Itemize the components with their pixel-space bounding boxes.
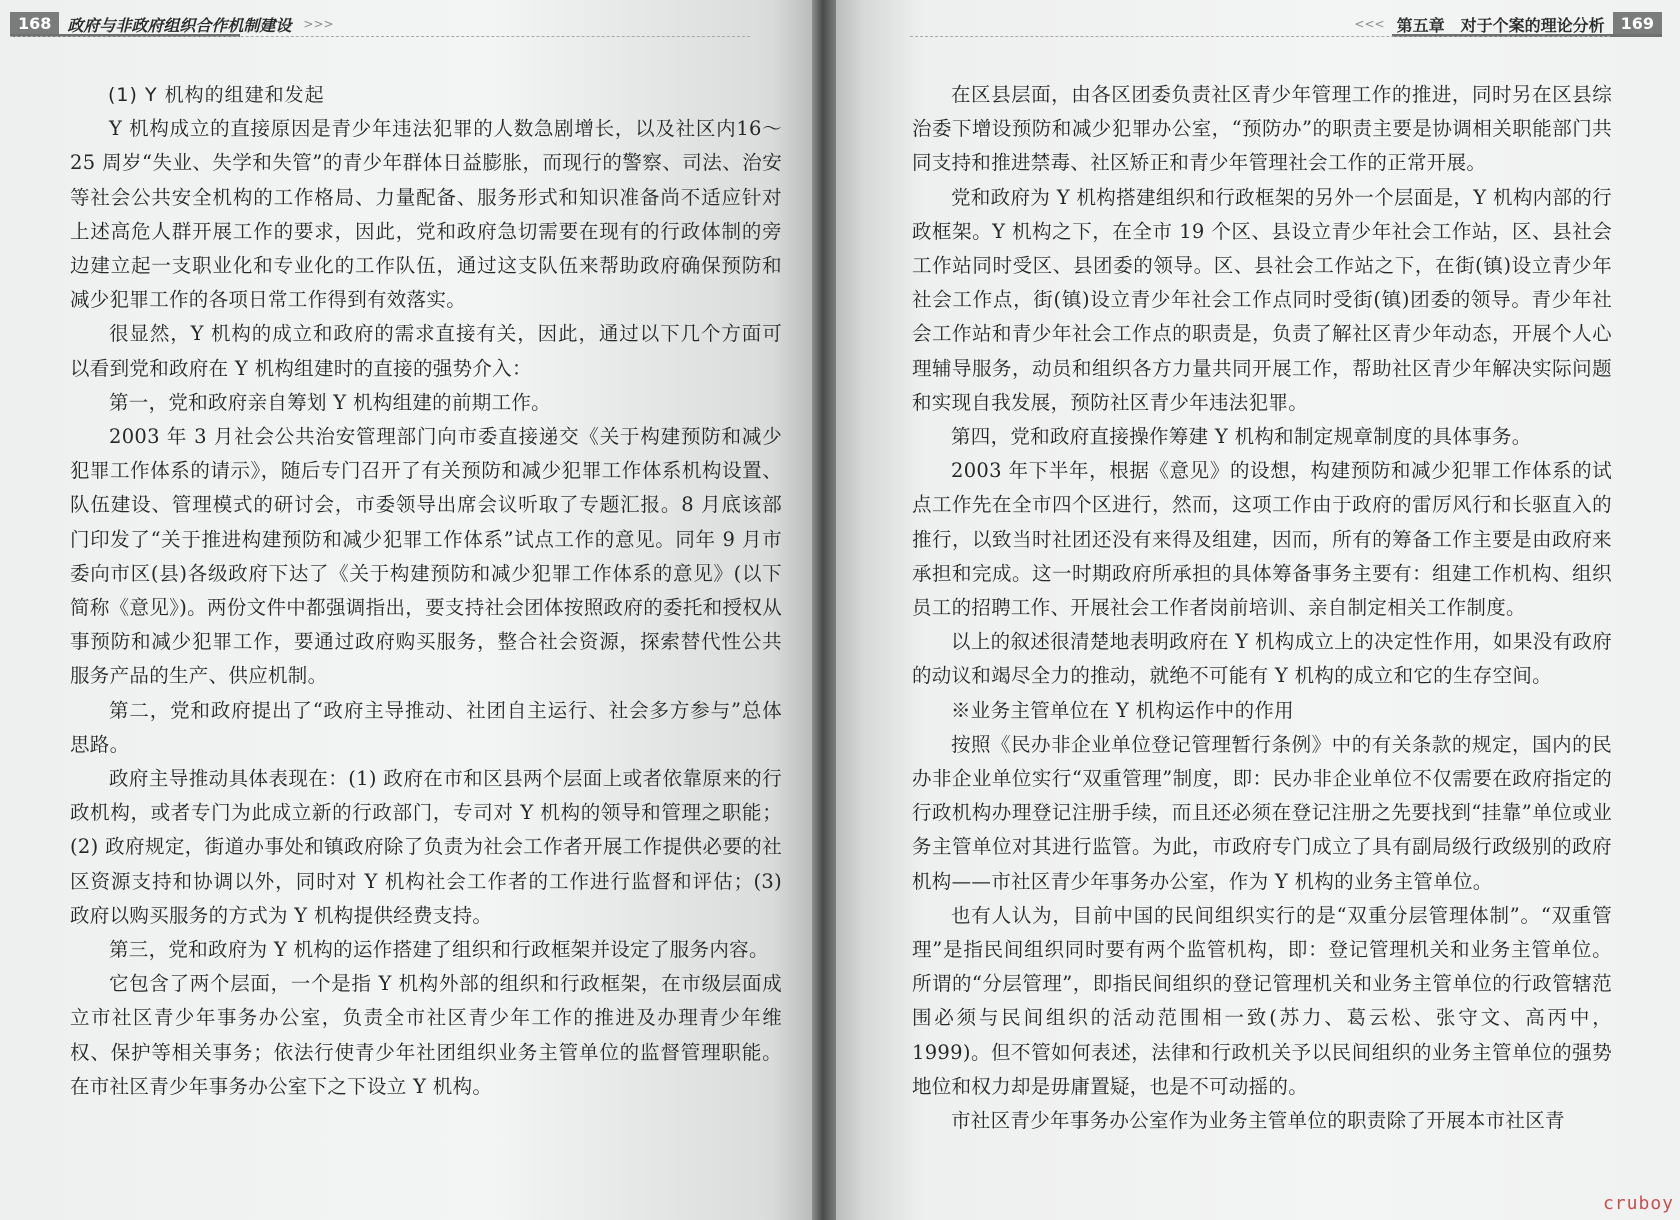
- left-body-text: [70, 78, 782, 1104]
- right-paragraph: 2003 年下半年，根据《意见》的设想，构建预防和减少犯罪工作体系的试点工作先在全市四个区进行，然而，这项工作由于政府的雷厉风行和长驱直入的推行，以致当时社团还没有来得及组建，因而，所有的筹备工作主要是由政府来承担和完成。这一时期政府所承担的具体筹备事务主要有：组建工作机构、组织员工的招聘工作、开展社会工作者岗前培训、亲自制定相关工作制度。: [912, 459, 1612, 620]
- left-paragraph: 第一，党和政府亲自筹划 Y 机构组建的前期工作。: [109, 390, 551, 414]
- left-paragraph: 它包含了两个层面，一个是指 Y 机构外部的组织和行政框架，在市级层面成立市社区青少年事务办公室，负责全市社区青少年工作的推进及办理青少年维权、保护等相关事务；依法行使青少年社团组织业务主管单位的监督管理职能。在市社区青少年事务办公室下之下设立 Y 机构。: [70, 972, 782, 1098]
- left-page: [0, 0, 820, 1220]
- right-paragraph: 第四，党和政府直接操作筹建 Y 机构和制定规章制度的具体事务。: [951, 425, 1532, 449]
- right-page: [820, 0, 1680, 1220]
- left-paragraph: 很显然，Y 机构的成立和政府的需求直接有关，因此，通过以下几个方面可以看到党和政府在 Y 机构组建时的直接的强势介入：: [70, 322, 782, 380]
- left-running-title: 政府与非政府组织合作机制建设: [67, 15, 292, 35]
- left-arrow-mark: >>>: [303, 17, 334, 31]
- left-paragraph: 政府主导推动具体表现在：(1) 政府在市和区县两个层面上或者依靠原来的行政机构，或者专门为此成立新的行政部门，专司对 Y 机构的领导和管理之职能；(2) 政府规定，街道办事处和镇政府除了负责为社会工作者开展工作提供必要的社区资源支持和协调以外，同时对 Y 机构社会工作者的工作进行监督和评估；(3) 政府以购买服务的方式为 Y 机构提供经费支持。: [70, 767, 782, 927]
- right-body-text: [912, 78, 1612, 1138]
- left-paragraph: 第二，党和政府提出了“政府主导推动、社团自主运行、社会多方参与”总体思路。: [70, 698, 782, 756]
- right-head-rule: [910, 36, 1610, 37]
- right-page-number: 169: [1613, 12, 1662, 36]
- left-paragraph: Y 机构成立的直接原因是青少年违法犯罪的人数急剧增长，以及社区内16～25 周岁“失业、失学和失管”的青少年群体日益膨胀，而现行的警察、司法、治安等社会公共安全机构的工作格局、力量配备、服务形式和知识准备尚不适应针对上述高危人群开展工作的要求，因此，党和政府急切需要在现有的行政体制的旁边建立起一支职业化和专业化的工作队伍，通过这支队伍来帮助政府确保预防和减少犯罪工作的各项日常工作得到有效落实。: [70, 117, 782, 312]
- right-subheading: ※业务主管单位在 Y 机构运作中的作用: [951, 698, 1294, 722]
- right-running-title: 第五章 对于个案的理论分析: [1396, 15, 1605, 35]
- left-paragraph: 第三，党和政府为 Y 机构的运作搭建了组织和行政框架并设定了服务内容。: [109, 938, 769, 962]
- left-paragraph: 2003 年 3 月社会公共治安管理部门向市委直接递交《关于构建预防和减少犯罪工作体系的请示》，随后专门召开了有关预防和减少犯罪工作体系机构设置、队伍建设、管理模式的研讨会，市委领导出席会议听取了专题汇报。8 月底该部门印发了“关于推进构建预防和减少犯罪工作体系”试点工作的意见。同年 9 月市委向市区(县)各级政府下达了《关于构建预防和减少犯罪工作体系的意见》(以下简称《意见》)。两份文件中都强调指出，要支持社会团体按照政府的委托和授权从事预防和减少犯罪工作，要通过政府购买服务，整合社会资源，探索替代性公共服务产品的生产、供应机制。: [70, 425, 782, 688]
- book-gutter: [812, 0, 836, 1220]
- right-arrow-mark: <<<: [1354, 17, 1385, 31]
- right-paragraph: 按照《民办非企业单位登记管理暂行条例》中的有关条款的规定，国内的民办非企业单位实行“双重管理”制度，即：民办非企业单位不仅需要在政府指定的行政机构办理登记注册手续，而且还必须在登记注册之先要找到“挂靠”单位或业务主管单位对其进行监管。为此，市政府专门成立了具有副局级行政级别的政府机构——市社区青少年事务办公室，作为 Y 机构的业务主管单位。: [912, 732, 1612, 893]
- watermark: cruboy: [1602, 1193, 1674, 1214]
- right-paragraph: 也有人认为，目前中国的民间组织实行的是“双重分层管理体制”。“双重管理”是指民间组织同时要有两个监管机构，即：登记管理机关和业务主管单位。所谓的“分层管理”，即指民间组织的登记管理机关和业务主管单位的行政管辖范围必须与民间组织的活动范围相一致(苏力、葛云松、张守文、高丙中，1999)。但不管如何表述，法律和行政机关予以民间组织的业务主管单位的强势地位和权力却是毋庸置疑，也是不可动摇的。: [912, 903, 1612, 1098]
- right-paragraph: 市社区青少年事务办公室作为业务主管单位的职责除了开展本市社区青: [951, 1109, 1565, 1133]
- right-paragraph: 党和政府为 Y 机构搭建组织和行政框架的另外一个层面是，Y 机构内部的行政框架。Y 机构之下，在全市 19 个区、县设立青少年社会工作站，区、县社会工作站同时受区、县团委的领导。区、县社会工作站之下，在街(镇)设立青少年社会工作点，街(镇)设立青少年社会工作点同时受街(镇)团委的领导。青少年社会工作站和青少年社会工作点的职责是，负责了解社区青少年动态，开展个人心理辅导服务，动员和组织各方力量共同开展工作，帮助社区青少年解决实际问题和实现自我发展，预防社区青少年违法犯罪。: [912, 185, 1612, 414]
- right-running-head: [1350, 12, 1662, 36]
- left-head-rule: [10, 36, 750, 37]
- right-paragraph: 以上的叙述很清楚地表明政府在 Y 机构成立上的决定性作用，如果没有政府的动议和竭尽全力的推动，就绝不可能有 Y 机构的成立和它的生存空间。: [912, 630, 1612, 688]
- section-heading: (1) Y 机构的组建和发起: [108, 84, 325, 106]
- left-page-number: 168: [10, 12, 59, 36]
- right-paragraph: 在区县层面，由各区团委负责社区青少年管理工作的推进，同时另在区县综治委下增设预防和减少犯罪办公室，“预防办”的职责主要是协调相关职能部门共同支持和推进禁毒、社区矫正和青少年管理社会工作的正常开展。: [912, 83, 1612, 175]
- left-running-head: [10, 12, 338, 36]
